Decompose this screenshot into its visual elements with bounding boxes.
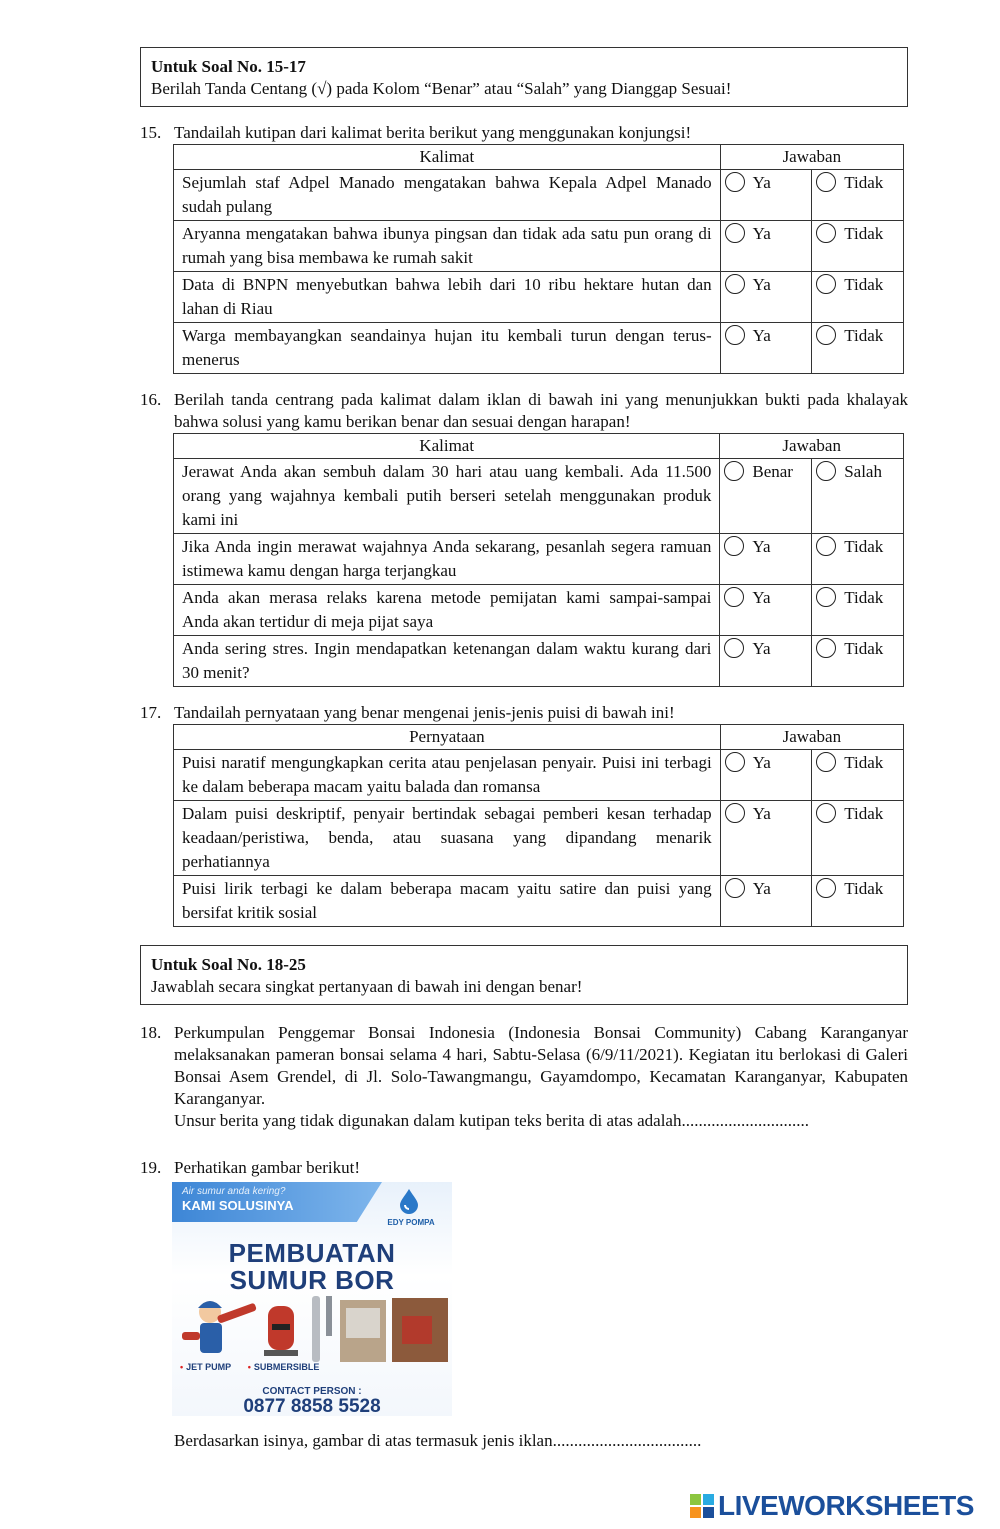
statement-cell: Dalam puisi deskriptif, penyair bertindak sebagai pemberi kesan terhadap keadaan/peristiwa, benda, atau suasana yang dipandang menarik perhatiannya: [174, 801, 721, 876]
table-row: [174, 801, 904, 876]
question-text: Perhatikan gambar berikut!: [174, 1158, 360, 1177]
column-header-answer: Jawaban: [720, 434, 904, 459]
option-label-1: Ya: [752, 326, 771, 345]
column-header-answer: Jawaban: [720, 145, 903, 170]
answer-table-15: [173, 144, 904, 374]
question-text: Berilah tanda centrang pada kalimat dalam iklan di bawah ini yang menunjukkan bukti pada khalayak bahwa solusi yang kamu berikan benar dan sesuai dengan harapan!: [174, 390, 908, 431]
column-header-statement: Kalimat: [174, 434, 720, 459]
statement-cell: Jerawat Anda akan sembuh dalam 30 hari atau uang kembali. Ada 11.500 orang yang wajahnya kembali putih berseri setelah menggunakan produk kami ini: [174, 459, 720, 534]
question-number: 18.: [140, 1023, 162, 1042]
option-label-2: Tidak: [844, 588, 884, 607]
worker-mascot-icon: [182, 1301, 257, 1353]
option-label-2: Tidak: [844, 639, 884, 658]
table-row: [174, 459, 904, 534]
question-text: Perkumpulan Penggemar Bonsai Indonesia (Indonesia Bonsai Community) Cabang Karanganyar melaksanakan pameran bonsai selama 4 hari, Sabtu-Selasa (6/9/11/2021). Kegiatan itu berlokasi di Galeri Bonsai Asem Grendel, di Jl. Solo-Tawangmangu, Gayamdompo, Kecamatan Karanganyar, Kabupaten Karanganyar.: [174, 1023, 908, 1108]
option-label-1: Ya: [752, 173, 771, 192]
radio-option-1[interactable]: [725, 172, 745, 192]
option-cell-2: [812, 750, 904, 801]
option-cell-2: [812, 585, 904, 636]
table-header-row: [174, 725, 904, 750]
question-prompt: Unsur berita yang tidak digunakan dalam kutipan teks berita di atas adalah..............................: [174, 1111, 809, 1130]
option-label-1: Ya: [752, 224, 771, 243]
column-header-statement: Kalimat: [174, 145, 721, 170]
ad-illustration: [180, 1294, 450, 1366]
ad-title-line1: PEMBUATAN: [228, 1238, 396, 1268]
ad-phone: 0877 8858 5528: [243, 1396, 381, 1416]
question-number: 19.: [140, 1158, 162, 1177]
radio-option-2[interactable]: [816, 536, 836, 556]
radio-option-1[interactable]: [724, 461, 744, 481]
table-row: [174, 272, 904, 323]
pressure-tank-icon: [264, 1306, 298, 1356]
question-16: [140, 389, 908, 433]
option-label-2: Tidak: [844, 804, 884, 823]
option-label-2: Salah: [844, 462, 882, 481]
question-number: 15.: [140, 123, 162, 142]
option-cell-1: [720, 459, 812, 534]
radio-option-2[interactable]: [816, 803, 836, 823]
watermark-text: LIVEWORKSHEETS: [718, 1490, 974, 1521]
ad-image-sumur-bor: [172, 1182, 452, 1416]
radio-option-1[interactable]: [725, 752, 745, 772]
option-cell-1: [720, 750, 812, 801]
statement-cell: Anda sering stres. Ingin mendapatkan ketenangan dalam waktu kurang dari 30 menit?: [174, 636, 720, 687]
ad-tagline: Air sumur anda kering?: [182, 1186, 286, 1197]
option-cell-2: [812, 636, 904, 687]
option-cell-1: [720, 585, 812, 636]
option-label-1: Ya: [752, 753, 771, 772]
option-cell-1: [720, 170, 812, 221]
option-cell-1: [720, 636, 812, 687]
section-title: Untuk Soal No. 18-25: [151, 955, 306, 974]
option-label-1: Ya: [752, 804, 771, 823]
ad-contact-label: CONTACT PERSON :: [262, 1386, 362, 1397]
option-cell-1: [720, 221, 812, 272]
table-header-row: [174, 145, 904, 170]
option-cell-2: [812, 272, 904, 323]
option-label-2: Tidak: [844, 537, 884, 556]
section-title: Untuk Soal No. 15-17: [151, 57, 306, 76]
radio-option-2[interactable]: [816, 461, 836, 481]
question-18: [140, 1022, 908, 1132]
radio-option-2[interactable]: [816, 172, 836, 192]
radio-option-1[interactable]: [725, 223, 745, 243]
option-label-1: Ya: [752, 879, 771, 898]
option-label-1: Ya: [752, 588, 771, 607]
statement-cell: Anda akan merasa relaks karena metode pemijatan kami sampai-sampai Anda akan tertidur di meja pijat saya: [174, 585, 720, 636]
ad-title-line2: SUMUR BOR: [229, 1265, 395, 1295]
statement-cell: Aryanna mengatakan bahwa ibunya pingsan dan tidak ada satu pun orang di rumah yang bisa membawa ke rumah sakit: [174, 221, 721, 272]
radio-option-1[interactable]: [725, 803, 745, 823]
question-19: [140, 1157, 908, 1179]
option-label-1: Ya: [752, 639, 771, 658]
ad-title: [172, 1240, 452, 1294]
option-label-1: Ya: [752, 537, 771, 556]
option-label-2: Tidak: [844, 224, 884, 243]
question-number: 17.: [140, 703, 162, 722]
question-number: 16.: [140, 390, 162, 409]
watermark: [690, 1490, 974, 1522]
answer-table-16: [173, 433, 904, 687]
table-row: [174, 585, 904, 636]
ad-tag-submersible: • SUBMERSIBLE: [247, 1362, 320, 1372]
option-cell-2: [812, 221, 904, 272]
question-prompt: Berdasarkan isinya, gambar di atas termasuk jenis iklan...................................: [174, 1431, 702, 1450]
table-row: [174, 323, 904, 374]
water-drop-logo-icon: [396, 1188, 422, 1214]
option-cell-1: [720, 801, 812, 876]
radio-option-2[interactable]: [816, 638, 836, 658]
question-text: Tandailah pernyataan yang benar mengenai jenis-jenis puisi di bawah ini!: [174, 703, 675, 722]
radio-option-2[interactable]: [816, 752, 836, 772]
table-row: [174, 534, 904, 585]
statement-cell: Sejumlah staf Adpel Manado mengatakan bahwa Kepala Adpel Manado sudah pulang: [174, 170, 721, 221]
option-label-2: Tidak: [844, 326, 884, 345]
statement-cell: Data di BNPN menyebutkan bahwa lebih dari 10 ribu hektare hutan dan lahan di Riau: [174, 272, 721, 323]
ad-tag-jet-pump: • JET PUMP: [180, 1362, 232, 1372]
option-label-1: Benar: [752, 462, 793, 481]
statement-cell: Puisi naratif mengungkapkan cerita atau penjelasan penyair. Puisi ini terbagi ke dalam beberapa macam yaitu balada dan romansa: [174, 750, 721, 801]
radio-option-1[interactable]: [724, 587, 744, 607]
instruction-box-15-17: [140, 47, 908, 107]
option-cell-2: [812, 534, 904, 585]
question-17: [140, 702, 908, 724]
submersible-pump-icon: [312, 1296, 332, 1362]
option-cell-1: [720, 876, 812, 927]
table-row: [174, 750, 904, 801]
radio-option-1[interactable]: [725, 878, 745, 898]
radio-option-2[interactable]: [816, 325, 836, 345]
table-header-row: [174, 434, 904, 459]
option-cell-2: [812, 323, 904, 374]
ad-brand: EDY POMPA: [387, 1218, 435, 1227]
section-instruction: Berilah Tanda Centang (√) pada Kolom “Benar” atau “Salah” yang Dianggap Sesuai!: [151, 79, 732, 98]
column-header-answer: Jawaban: [720, 725, 903, 750]
table-row: [174, 170, 904, 221]
radio-option-1[interactable]: [724, 638, 744, 658]
question-15: [140, 122, 908, 144]
question-19-prompt: [140, 1430, 908, 1452]
column-header-statement: Pernyataan: [174, 725, 721, 750]
option-label-2: Tidak: [844, 173, 884, 192]
option-cell-2: [812, 459, 904, 534]
radio-option-2[interactable]: [816, 587, 836, 607]
liveworksheets-logo-icon: [690, 1494, 714, 1518]
ad-tags: [180, 1362, 333, 1372]
statement-cell: Puisi lirik terbagi ke dalam beberapa macam yaitu satire dan puisi yang bersifat kritik sosial: [174, 876, 721, 927]
radio-option-2[interactable]: [816, 223, 836, 243]
option-cell-2: [812, 801, 904, 876]
option-label-2: Tidak: [844, 879, 884, 898]
option-label-2: Tidak: [844, 753, 884, 772]
answer-table-17: [173, 724, 904, 927]
statement-cell: Jika Anda ingin merawat wajahnya Anda sekarang, pesanlah segera ramuan istimewa kamu dengan harga terjangkau: [174, 534, 720, 585]
question-text: Tandailah kutipan dari kalimat berita berikut yang menggunakan konjungsi!: [174, 123, 692, 142]
section-instruction: Jawablah secara singkat pertanyaan di bawah ini dengan benar!: [151, 977, 583, 996]
radio-option-1[interactable]: [725, 325, 745, 345]
option-cell-2: [812, 170, 904, 221]
option-label-2: Tidak: [844, 275, 884, 294]
radio-option-1[interactable]: [724, 536, 744, 556]
option-cell-1: [720, 272, 812, 323]
ad-headline: KAMI SOLUSINYA: [182, 1198, 294, 1213]
option-label-1: Ya: [752, 275, 771, 294]
option-cell-2: [812, 876, 904, 927]
option-cell-1: [720, 323, 812, 374]
table-row: [174, 221, 904, 272]
table-row: [174, 876, 904, 927]
instruction-box-18-25: [140, 945, 908, 1005]
option-cell-1: [720, 534, 812, 585]
radio-option-2[interactable]: [816, 878, 836, 898]
table-row: [174, 636, 904, 687]
radio-option-2[interactable]: [816, 274, 836, 294]
radio-option-1[interactable]: [725, 274, 745, 294]
statement-cell: Warga membayangkan seandainya hujan itu kembali turun dengan terus-menerus: [174, 323, 721, 374]
